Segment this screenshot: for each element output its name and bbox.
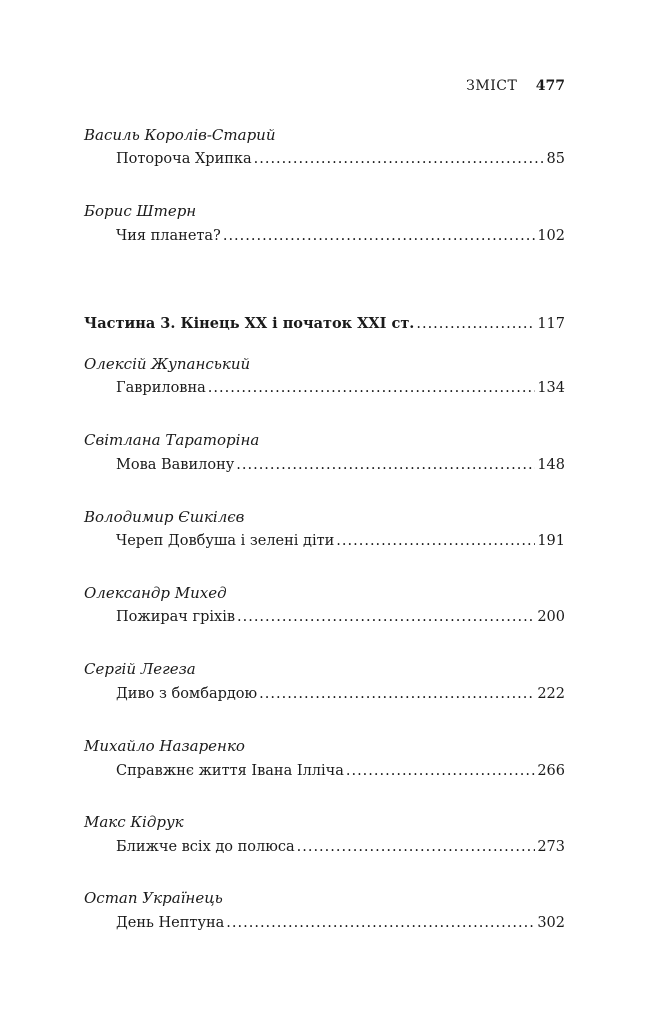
toc-entry-page: 200: [537, 609, 565, 625]
toc-entry-page: 102: [537, 228, 565, 244]
toc-entry[interactable]: [116, 915, 565, 931]
toc-author: Остап Українець: [84, 889, 223, 907]
dot-leader: [259, 686, 535, 702]
dot-leader: [254, 151, 545, 167]
toc-entry-page: 266: [537, 763, 565, 779]
toc-entry-page: 85: [546, 151, 565, 167]
dot-leader: [416, 316, 535, 332]
dot-leader: [346, 763, 535, 779]
toc-entry-title: Чия планета?: [116, 228, 221, 244]
toc-entry-page: 302: [537, 915, 565, 931]
dot-leader: [336, 533, 535, 549]
toc-entry-page: 148: [537, 457, 565, 473]
toc-entry-page: 191: [537, 533, 565, 549]
toc-entry-title: Пожирач гріхів: [116, 609, 235, 625]
toc-author: Василь Королів-Старий: [84, 126, 276, 144]
toc-entry[interactable]: [116, 151, 565, 167]
toc-entry-page: 222: [537, 686, 565, 702]
part-title: Частина 3. Кінець XX і початок XXI ст.: [84, 315, 415, 332]
section-title: ЗМІСТ: [466, 78, 518, 94]
dot-leader: [237, 609, 535, 625]
toc-entry-title: Ближче всіх до полюса: [116, 839, 295, 855]
toc-entry[interactable]: [116, 380, 565, 396]
toc-part-heading[interactable]: [84, 315, 565, 332]
toc-entry-title: День Нептуна: [116, 915, 225, 931]
toc-entry-title: Гавриловна: [116, 380, 206, 396]
toc-entry[interactable]: [116, 457, 565, 473]
toc-author: Борис Штерн: [84, 202, 197, 220]
dot-leader: [226, 915, 535, 931]
toc-entry-page: 273: [537, 839, 565, 855]
toc-author: Михайло Назаренко: [84, 737, 245, 755]
toc-entry-title: Череп Довбуша і зелені діти: [116, 533, 335, 549]
toc-entry[interactable]: [116, 839, 565, 855]
part-page: 117: [537, 316, 565, 332]
dot-leader: [223, 228, 535, 244]
dot-leader: [297, 839, 536, 855]
toc-author: Світлана Тараторіна: [84, 431, 260, 449]
toc-entry[interactable]: [116, 686, 565, 702]
toc-author: Олександр Михед: [84, 584, 227, 602]
running-header: [466, 78, 565, 94]
page-number: 477: [535, 78, 565, 94]
toc-entry-title: Потороча Хрипка: [116, 151, 252, 167]
dot-leader: [208, 380, 536, 396]
toc-entry-page: 134: [537, 380, 565, 396]
toc-entry[interactable]: [116, 763, 565, 779]
dot-leader: [236, 457, 535, 473]
toc-author: Сергій Легеза: [84, 660, 196, 678]
toc-author: Олексій Жупанський: [84, 355, 251, 373]
toc-entry-title: Мова Вавилону: [116, 457, 235, 473]
toc-author: Володимир Єшкілєв: [84, 508, 245, 526]
toc-entry-title: Справжнє життя Івана Ілліча: [116, 763, 344, 779]
toc-entry[interactable]: [116, 228, 565, 244]
toc-entry-title: Диво з бомбардою: [116, 686, 258, 702]
toc-entry[interactable]: [116, 609, 565, 625]
toc-entry[interactable]: [116, 533, 565, 549]
toc-author: Макс Кідрук: [84, 813, 184, 831]
